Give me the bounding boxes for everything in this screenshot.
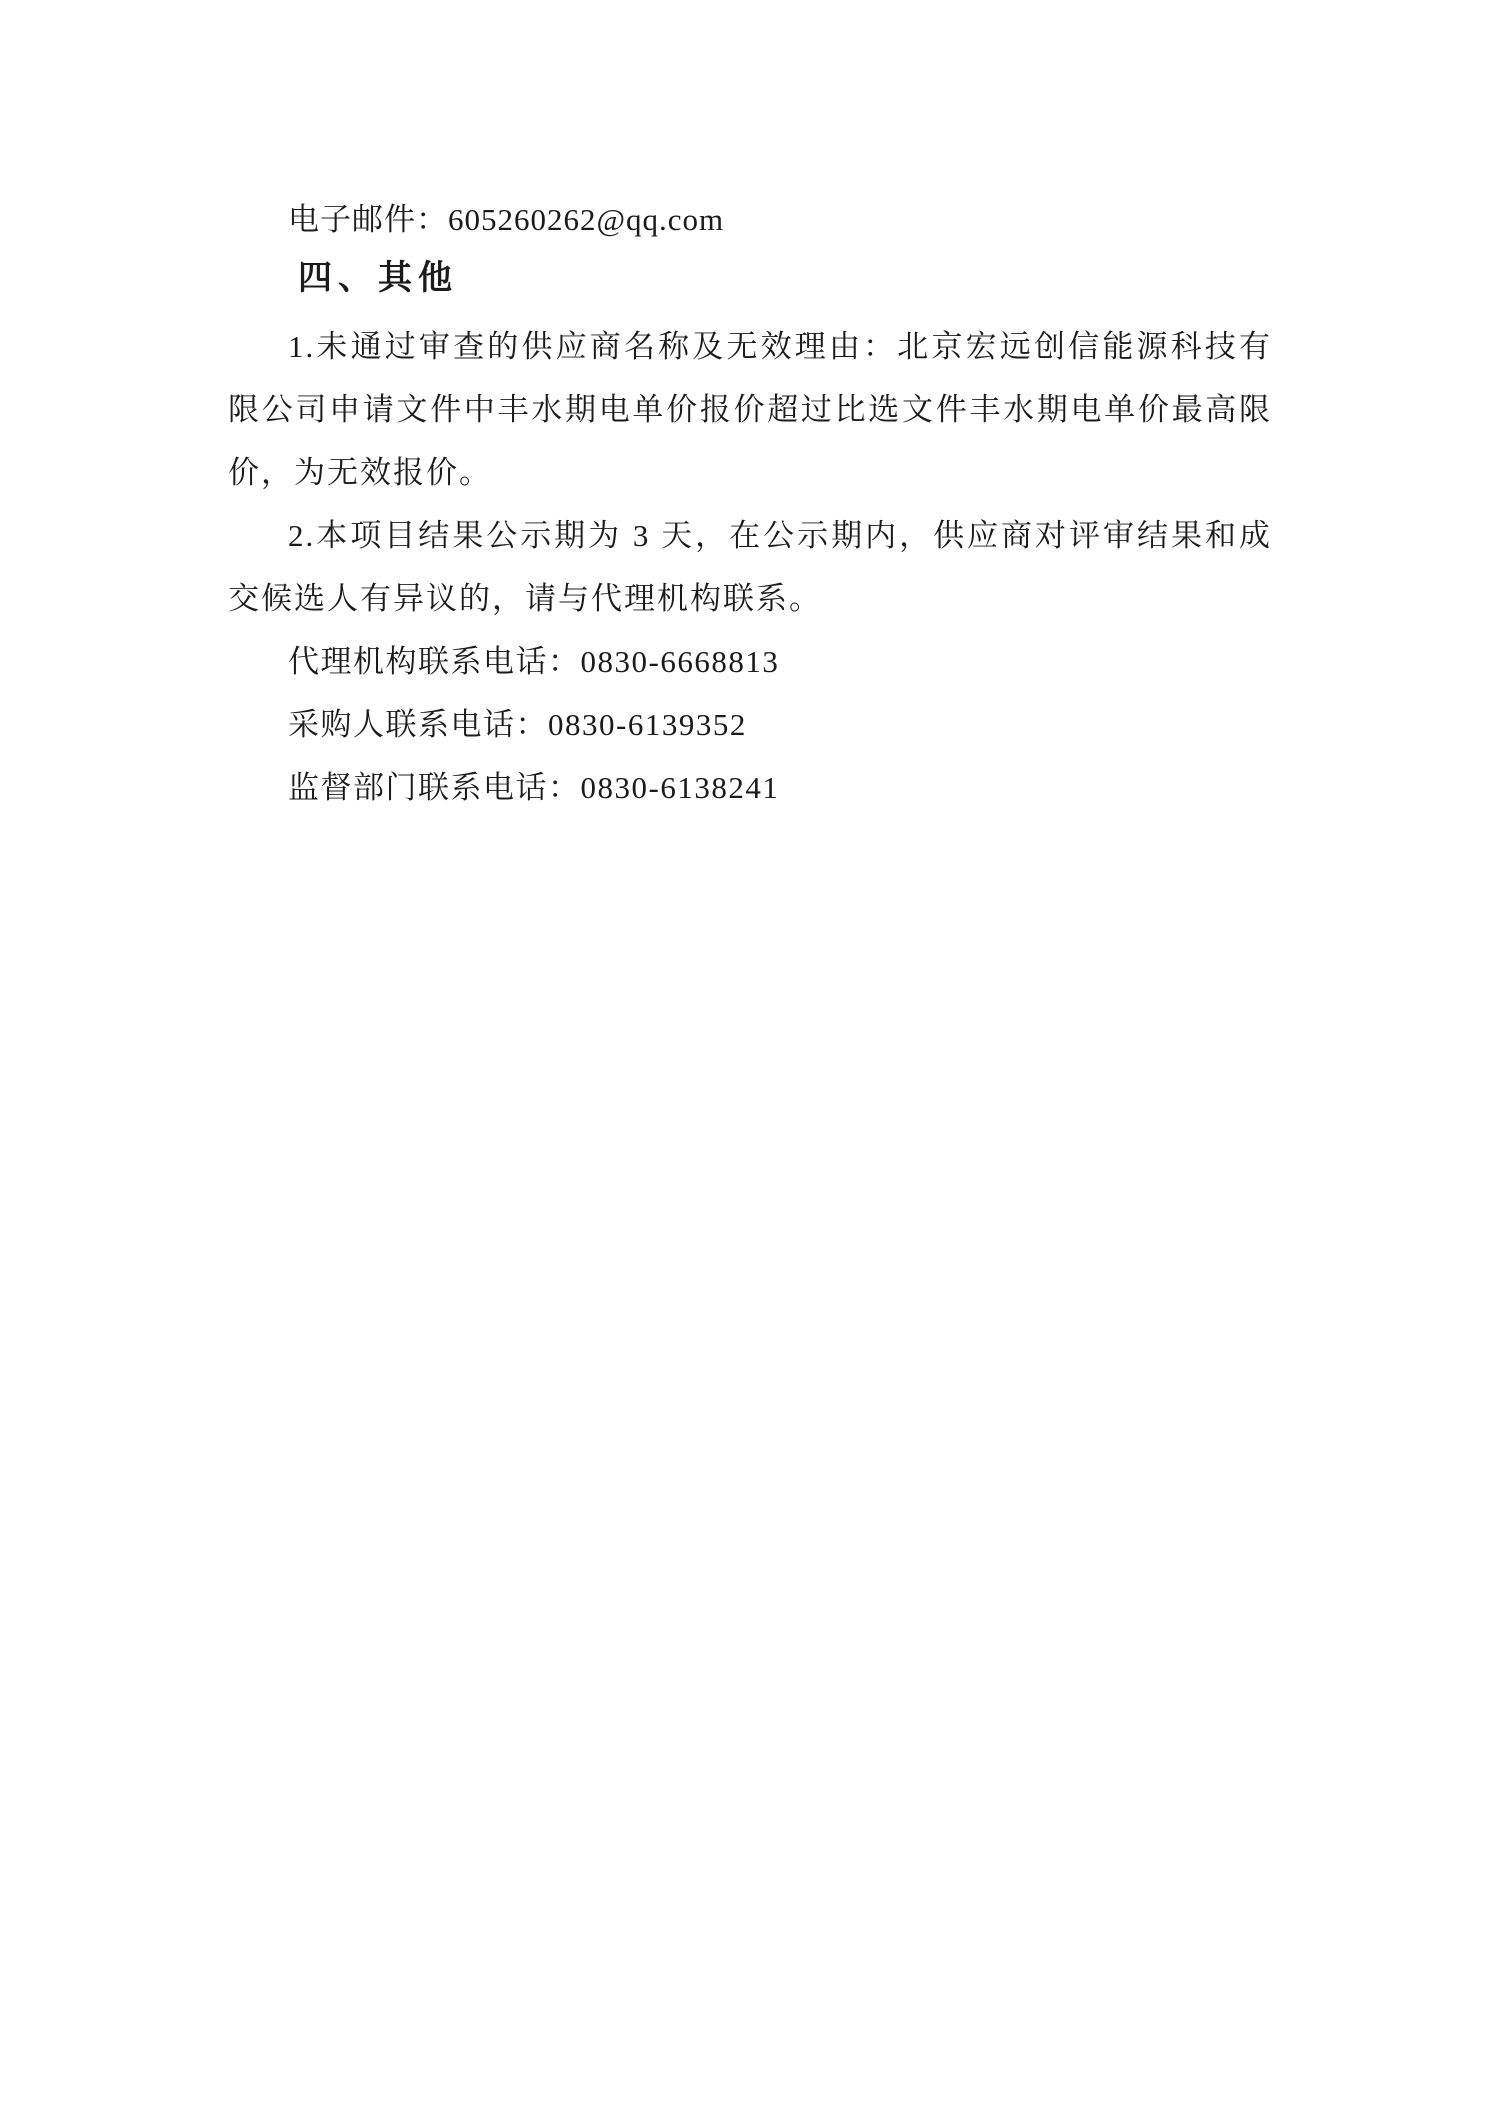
email-line: 电子邮件：605260262@qq.com <box>288 202 725 237</box>
paragraph-invalid-bid-reason: 1.未通过审查的供应商名称及无效理由：北京宏远创信能源科技有限公司申请文件中丰水期电单价报价超过比选文件丰水期电单价最高限价，为无效报价。 <box>228 329 1272 490</box>
paragraph-publicity-period: 2.本项目结果公示期为 3 天，在公示期内，供应商对评审结果和成交候选人有异议的，请与代理机构联系。 <box>228 518 1272 616</box>
purchaser-phone-line: 采购人联系电话：0830-6139352 <box>288 707 747 742</box>
agency-phone-line: 代理机构联系电话：0830-6668813 <box>288 644 780 679</box>
supervision-phone-line: 监督部门联系电话：0830-6138241 <box>288 770 780 805</box>
section-heading-other: 四、其他 <box>298 260 458 297</box>
document-content <box>228 188 1272 819</box>
